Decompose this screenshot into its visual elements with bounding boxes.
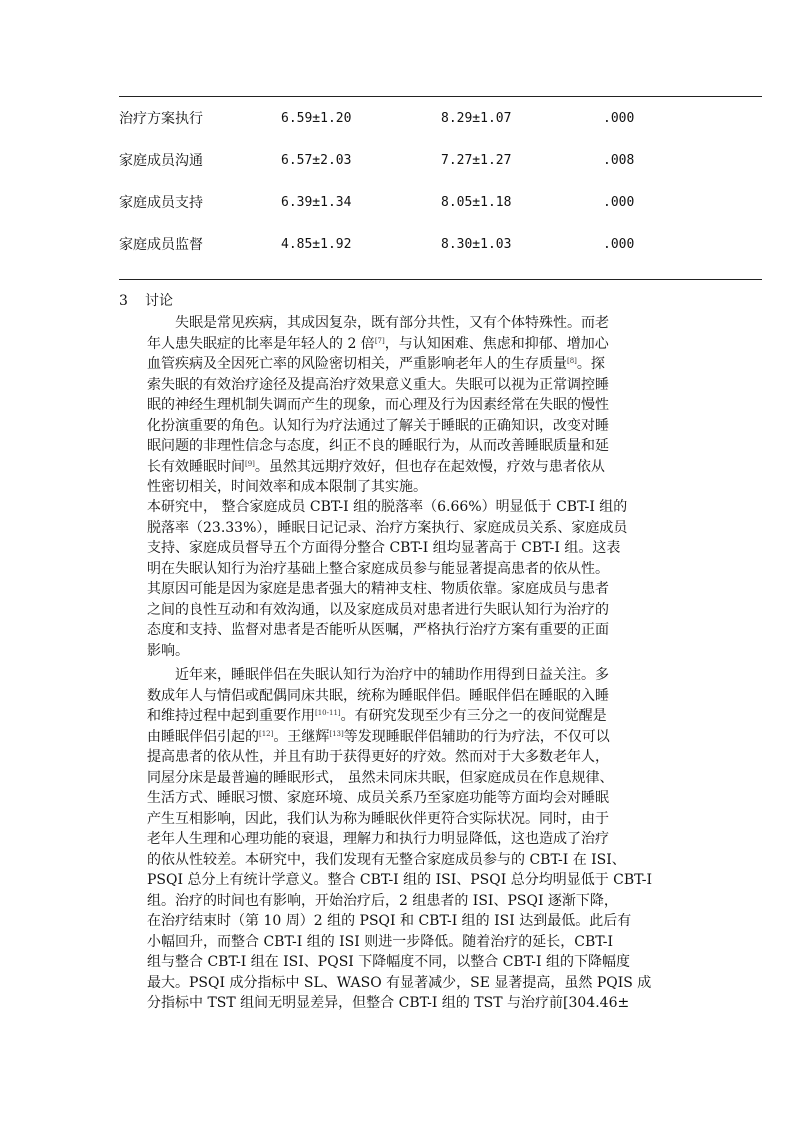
text-line: 态度和支持、监督对患者是否能听从医嘱，严格执行治疗方案有重要的正面 <box>147 622 609 638</box>
text-line: 的依从性较差。本研究中，我们发现有无整合家庭成员参与的 CBT-I 在 ISI、 <box>147 851 626 868</box>
text-line: 本研究中， 整合家庭成员 CBT-I 组的脱落率（6.66%）明显低于 CBT-I 组的 <box>147 499 628 515</box>
text-line: 最大。PSQI 成分指标中 SL、WASO 有显著减少，SE 显著提高，虽然 PQIS 成 <box>147 974 652 991</box>
p-value: .000 <box>603 236 635 252</box>
table-row <box>119 97 762 139</box>
text-line: 之间的良性互动和有效沟通，以及家庭成员对患者进行失眠认知行为治疗的 <box>147 601 609 618</box>
group-a-value: 4.85±1.92 <box>281 236 352 252</box>
text-line: 年人患失眠症的比率是年轻人的 2 倍[7]，与认知困难、焦虑和抑郁、增加心 <box>147 335 609 352</box>
text-line: 在治疗结束时（第 10 周）2 组的 PSQI 和 CBT-I 组的 ISI 达到最低。此后有 <box>147 913 632 929</box>
text-line: 同屋分床是最普遍的睡眠形式， 虽然未同床共眠，但家庭成员在作息规律、 <box>147 769 614 786</box>
group-b-value: 7.27±1.27 <box>441 152 512 168</box>
text-line: 影响。 <box>147 642 189 659</box>
paragraph-2 <box>147 497 685 661</box>
text-line: 数成年人与情侣或配偶同床共眠，统称为睡眠伴侣。睡眠伴侣在睡眠的入睡 <box>147 687 609 704</box>
row-label: 家庭成员监督 <box>119 237 203 253</box>
citation: [9] <box>245 459 255 468</box>
text-line: 分指标中 TST 组间无明显差异，但整合 CBT-I 组的 TST 与治疗前[304.46± <box>147 995 630 1011</box>
text-line: 提高患者的依从性，并且有助于获得更好的疗效。然而对于大多数老年人， <box>147 749 609 765</box>
text-line: 小幅回升，而整合 CBT-I 组的 ISI 则进一步降低。随着治疗的延长，CBT-I <box>147 933 614 950</box>
text-line: 明在失眠认知行为治疗基础上整合家庭成员参与能显著提高患者的依从性。 <box>147 560 609 577</box>
section-heading <box>119 290 173 310</box>
group-b-value: 8.29±1.07 <box>441 110 512 126</box>
table-row <box>119 223 762 265</box>
group-a-value: 6.57±2.03 <box>281 152 352 168</box>
text-line: 组。治疗的时间也有影响，开始治疗后，2 组患者的 ISI、PSQI 逐渐下降， <box>147 892 618 909</box>
p-value: .000 <box>603 110 635 126</box>
text-line: 性密切相关，时间效率和成本限制了其实施。 <box>147 479 427 495</box>
row-label: 家庭成员支持 <box>119 195 203 211</box>
text-line: 产生互相影响，因此，我们认为称为睡眠伙伴更符合实际状况。同时，由于 <box>147 810 609 827</box>
text-line: 组与整合 CBT-I 组在 ISI、PQSI 下降幅度不同，以整合 CBT-I 组的下降幅度 <box>147 954 630 970</box>
text-line: 其原因可能是因为家庭是患者强大的精神支柱、物质依靠。家庭成员与患者 <box>147 581 609 597</box>
citation: [10-11] <box>315 709 341 717</box>
text-line: 血管疾病及全因死亡率的风险密切相关，严重影响老年人的生存质量[8]。探 <box>147 356 605 372</box>
citation: [13] <box>329 729 344 738</box>
text-line: 化扮演重要的角色。认知行为疗法通过了解关于睡眠的正确知识，改变对睡 <box>147 417 609 434</box>
paragraph-1 <box>147 313 685 498</box>
group-a-value: 6.39±1.34 <box>281 194 352 210</box>
table-row <box>119 139 762 181</box>
paragraph-3 <box>147 665 685 1014</box>
citation: [8] <box>567 357 577 365</box>
text-line: 长有效睡眠时间[9]。虽然其远期疗效好，但也存在起效慢，疗效与患者依从 <box>147 458 605 475</box>
text-line: 眠问题的非理性信念与态度，纠正不良的睡眠行为，从而改善睡眠质量和延 <box>147 438 609 454</box>
text-line: PSQI 总分上有统计学意义。整合 CBT-I 组的 ISI、PSQI 总分均明显低于 CBT-I <box>147 872 652 888</box>
row-label: 家庭成员沟通 <box>119 153 203 169</box>
text-line: 老年人生理和心理功能的衰退，理解力和执行力明显降低，这也造成了治疗 <box>147 831 609 847</box>
section-number: 3 <box>119 293 128 309</box>
table-bottom-rule <box>119 279 762 280</box>
text-line: 生活方式、睡眠习惯、家庭环境、成员关系乃至家庭功能等方面均会对睡眠 <box>147 790 609 806</box>
text-line: 眠的神经生理机制失调而产生的现象，而心理及行为因素经常在失眠的慢性 <box>147 397 609 413</box>
group-a-value: 6.59±1.20 <box>281 110 352 126</box>
citation: [12] <box>259 729 274 738</box>
text-line: 脱落率（23.33%），睡眠日记记录、治疗方案执行、家庭成员关系、家庭成员 <box>147 519 628 536</box>
text-line: 近年来，睡眠伴侣在失眠认知行为治疗中的辅助作用得到日益关注。多 <box>147 667 609 683</box>
group-b-value: 8.05±1.18 <box>441 194 512 210</box>
group-b-value: 8.30±1.03 <box>441 236 512 252</box>
text-line: 失眠是常见疾病，其成因复杂，既有部分共性，又有个体特殊性。而老 <box>147 315 609 331</box>
row-label: 治疗方案执行 <box>119 111 203 127</box>
section-title: 讨论 <box>145 293 173 309</box>
text-line: 索失眠的有效治疗途径及提高治疗效果意义重大。失眠可以视为正常调控睡 <box>147 376 609 393</box>
citation: [7] <box>374 336 385 345</box>
text-line: 由睡眠伴侣引起的[12]。王继辉[13]等发现睡眠伴侣辅助的行为疗法，不仅可以 <box>147 728 610 745</box>
text-line: 和维持过程中起到重要作用[10-11]。有研究发现至少有三分之一的夜间觉醒是 <box>147 708 607 724</box>
table-row <box>119 181 762 223</box>
results-table <box>119 96 762 280</box>
text-line: 支持、家庭成员督导五个方面得分整合 CBT-I 组均显著高于 CBT-I 组。这表 <box>147 540 621 556</box>
p-value: .008 <box>603 152 635 168</box>
p-value: .000 <box>603 194 635 210</box>
